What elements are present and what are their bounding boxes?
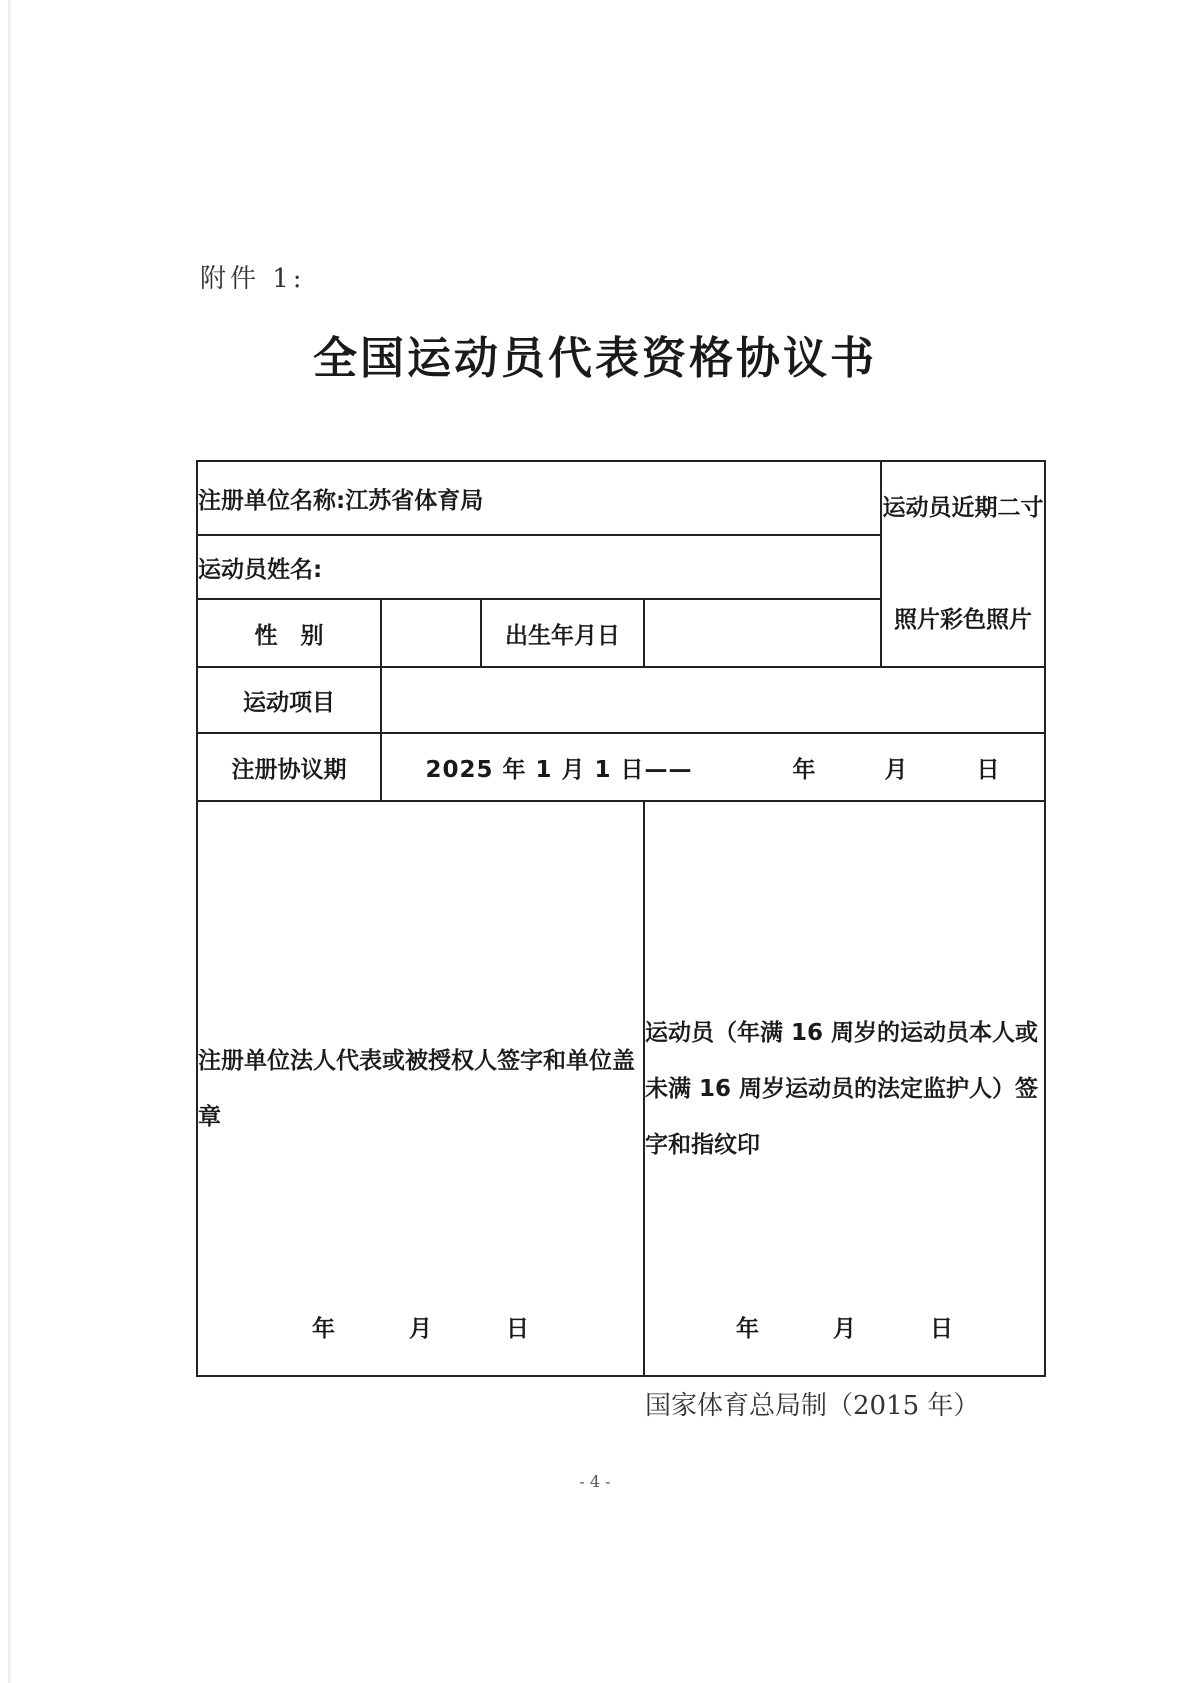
row-registered-unit [197,461,1045,535]
sport-field-cell [381,667,1045,733]
period-start: 2025 年 1 月 1 日—— [425,756,693,783]
gender-field[interactable] [382,600,480,666]
row-signatures [197,801,1045,1376]
form-table [196,460,1046,1377]
period-end-day: 日 [976,756,1001,783]
unit-signature-box[interactable] [197,801,644,1376]
attachment-label: 附件 1: [200,264,306,294]
photo-instruction-line1: 运动员近期二寸 [882,494,1044,521]
registered-unit-value: 江苏省体育局 [345,487,484,514]
gender-field-cell [381,599,481,667]
agreement-period [382,751,1044,784]
athlete-date-day: 日 [930,1316,953,1342]
sport-field[interactable] [382,668,1044,732]
athlete-date-year: 年 [736,1316,759,1342]
unit-date-month: 月 [409,1316,432,1342]
athlete-name-cell [197,535,881,599]
sport-label: 运动项目 [197,667,381,733]
photo-instruction-line2: 照片彩色照片 [894,607,1033,633]
athlete-name-label: 运动员姓名: [198,556,323,583]
athlete-date-month: 月 [833,1316,856,1342]
issuer-note: 国家体育总局制（2015 年） [645,1391,980,1421]
row-agreement-period [197,733,1045,801]
birthdate-field-cell [644,599,881,667]
birthdate-label: 出生年月日 [481,599,644,667]
period-end-year: 年 [792,756,817,783]
unit-signature-text: 注册单位法人代表或被授权人签字和单位盖章 [198,1047,635,1130]
page-edge-shadow [8,0,12,1683]
unit-date-year: 年 [312,1316,335,1342]
athlete-signature-date [645,1301,1044,1357]
gender-label: 性 别 [197,599,381,667]
photo-box[interactable] [881,461,1045,667]
registered-unit-label: 注册单位名称: [198,487,346,514]
unit-signature-date [198,1301,643,1357]
row-sport [197,667,1045,733]
birthdate-field[interactable] [645,600,880,666]
period-label: 注册协议期 [197,733,381,801]
athlete-signature-text: 运动员（年满 16 周岁的运动员本人或未满 16 周岁运动员的法定监护人）签字和指纹印 [645,1019,1039,1158]
period-value-cell [381,733,1045,801]
athlete-signature-box[interactable] [644,801,1045,1376]
page-number: - 4 - [579,1472,611,1491]
document-title: 全国运动员代表资格协议书 [313,333,877,384]
period-end-month: 月 [884,756,909,783]
registered-unit-cell [197,461,881,535]
registration-form [196,460,1044,1377]
unit-date-day: 日 [506,1316,529,1342]
